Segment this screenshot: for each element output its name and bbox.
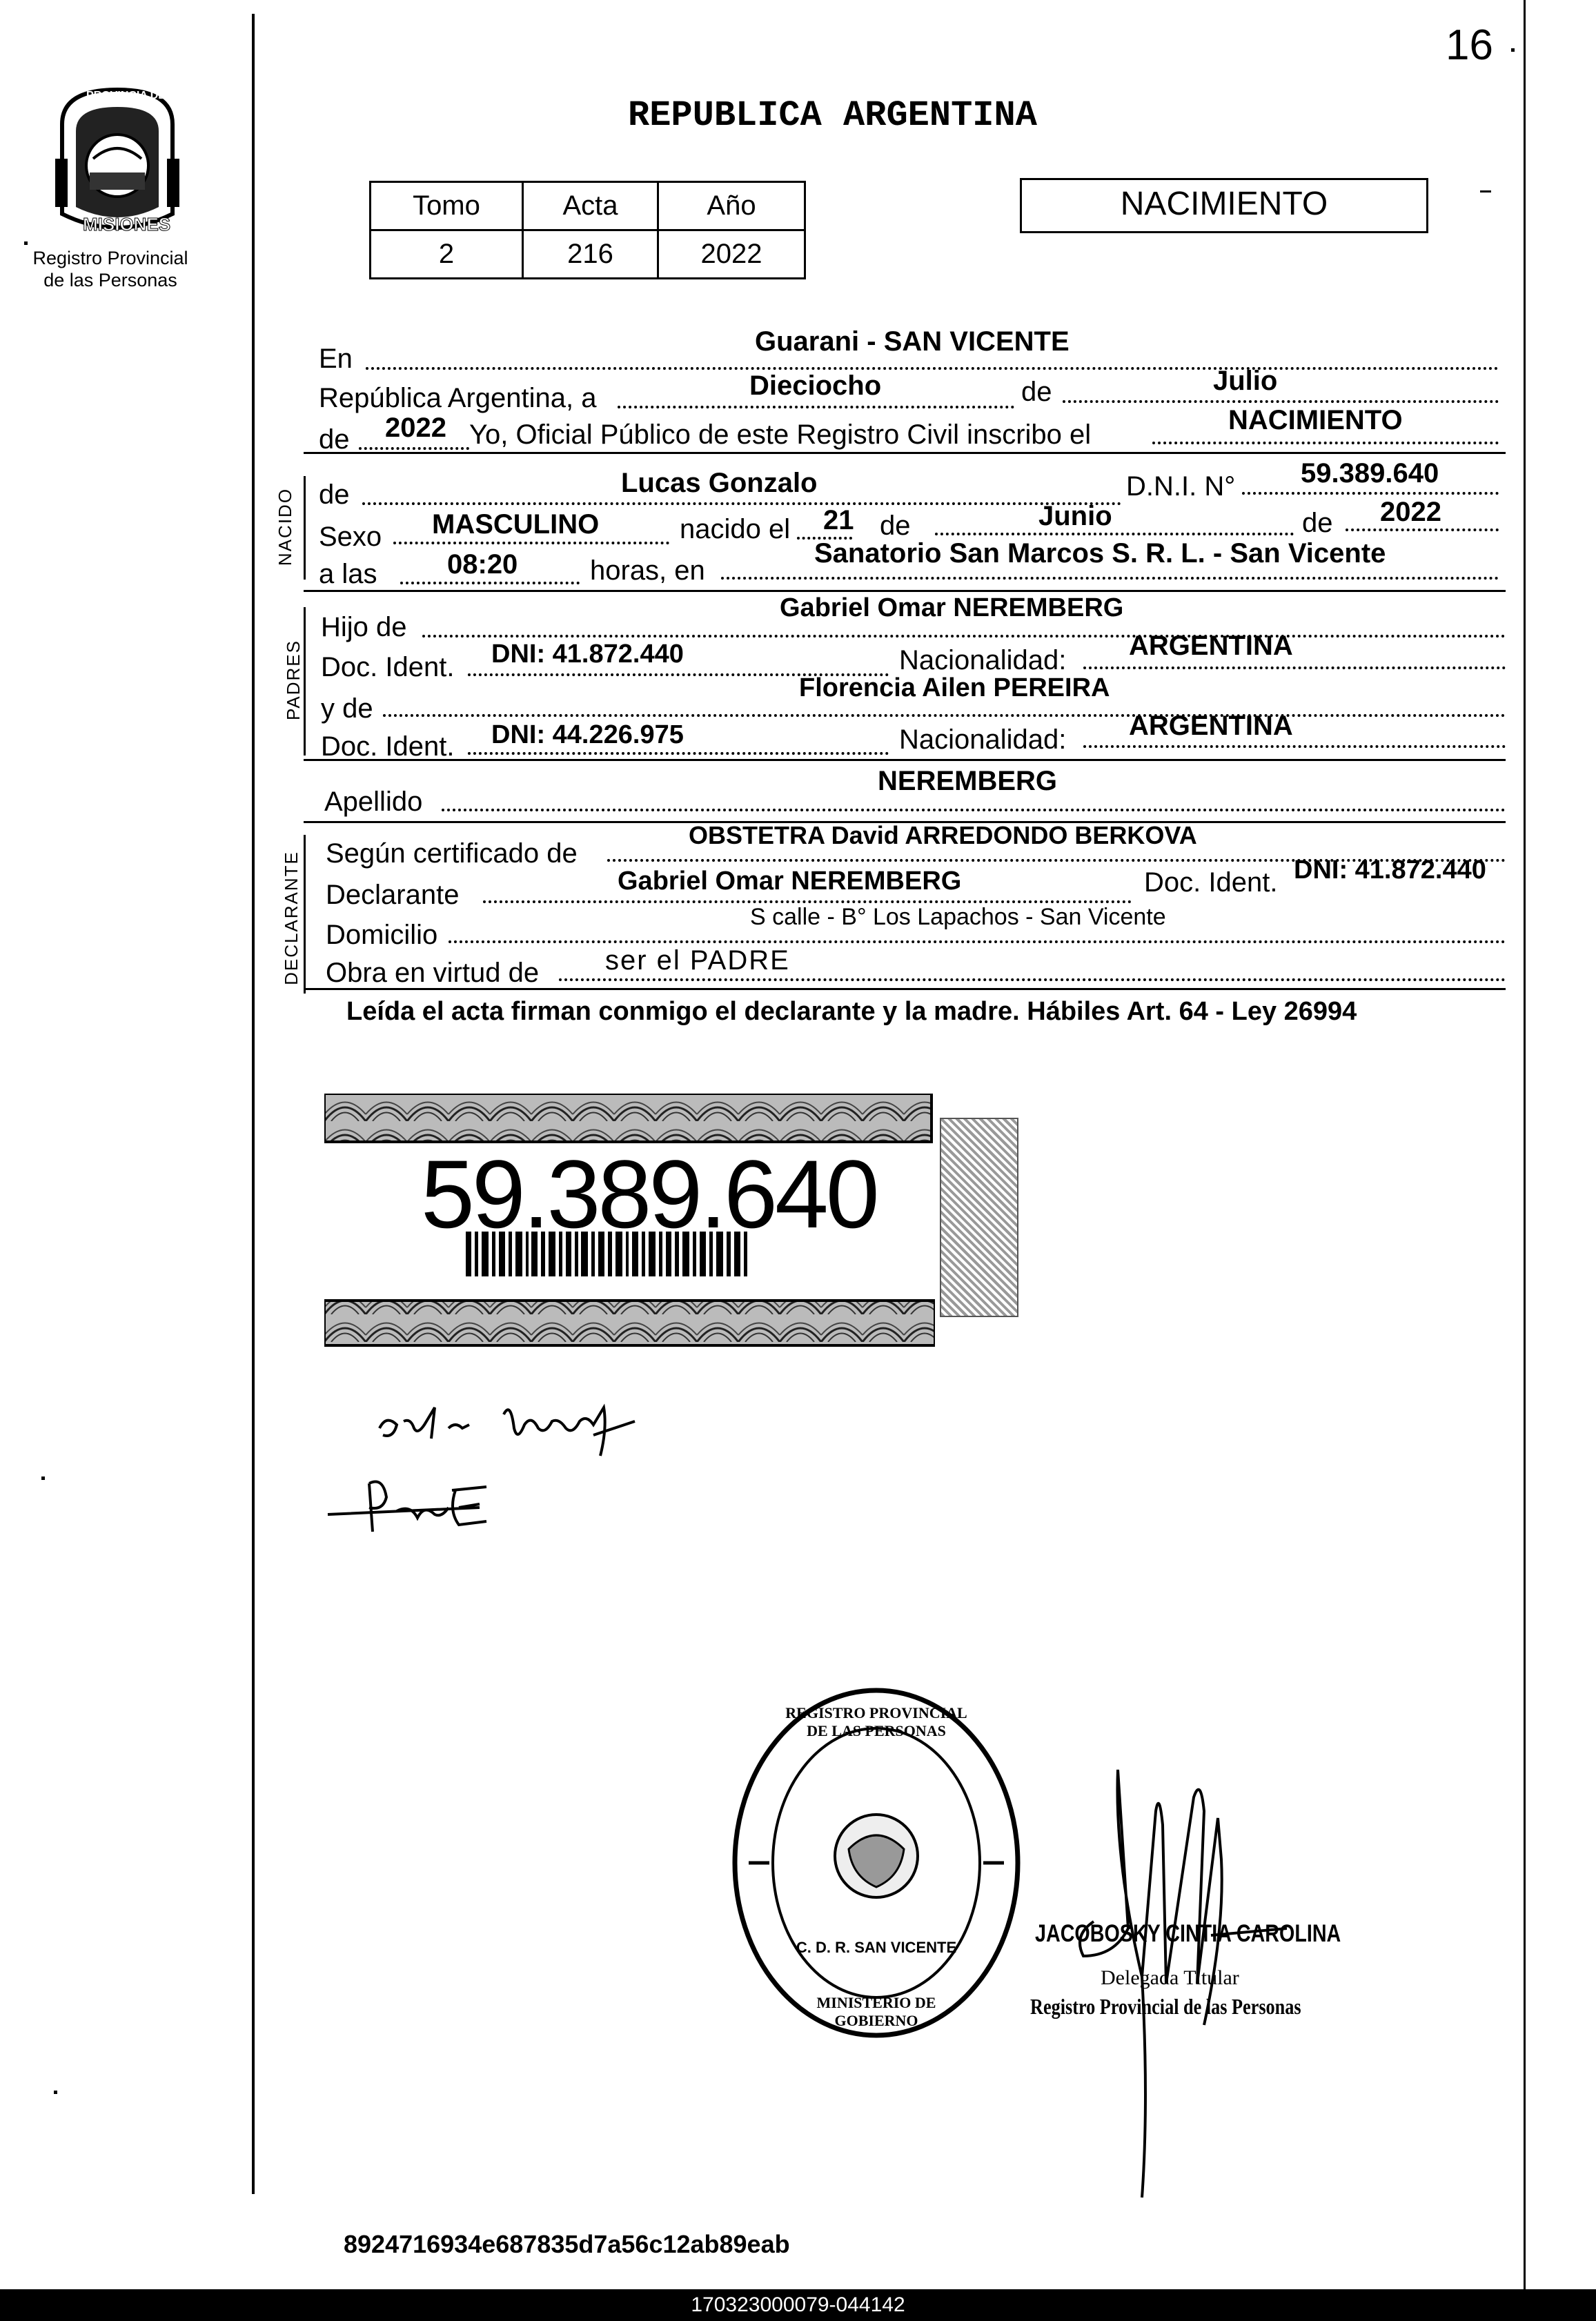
obra-label: Obra en virtud de bbox=[326, 958, 540, 988]
speck bbox=[24, 241, 28, 245]
page-number: 16 bbox=[1446, 21, 1493, 69]
left-margin-line bbox=[252, 14, 255, 2194]
nacido-label: NACIDO bbox=[275, 487, 296, 566]
official-seal bbox=[728, 1683, 1025, 2042]
hijo-label: Hijo de bbox=[321, 612, 407, 642]
mother-nat: ARGENTINA bbox=[1129, 711, 1293, 741]
official-name: JACOBOSKY CINTIA CAROLINA bbox=[1035, 1920, 1341, 1947]
nacido-de-label: de bbox=[319, 480, 350, 510]
speck bbox=[1511, 48, 1515, 52]
officer-text: Yo, Oficial Público de este Registro Civil inscribo el bbox=[469, 419, 1092, 450]
place-dots bbox=[721, 577, 1499, 580]
footer-id: 170323000079-044142 bbox=[691, 2293, 905, 2316]
dash-mark bbox=[1480, 190, 1491, 192]
nacido-el-label: nacido el bbox=[680, 514, 791, 544]
apellido-dots bbox=[442, 809, 1506, 811]
place-value: Guarani - SAN VICENTE bbox=[755, 326, 1070, 357]
logo-text-bottom: MISIONES bbox=[83, 214, 171, 235]
dni-label: D.N.I. N° bbox=[1126, 471, 1236, 502]
cert-value: OBSTETRA David ARREDONDO BERKOVA bbox=[689, 821, 1197, 849]
table-header-tomo: Tomo bbox=[371, 182, 523, 230]
record-table bbox=[369, 181, 806, 279]
speck bbox=[41, 1476, 45, 1480]
day-value: Dieciocho bbox=[749, 371, 882, 401]
seal-ring-top: REGISTRO PROVINCIAL DE LAS PERSONAS bbox=[785, 1704, 967, 1739]
republic-label: República Argentina, a bbox=[319, 383, 597, 413]
birth-day: 21 bbox=[823, 505, 854, 535]
footer-bar bbox=[0, 2289, 1596, 2321]
decl-doc-label: Doc. Ident. bbox=[1144, 867, 1278, 898]
domicilio-label: Domicilio bbox=[326, 920, 438, 950]
father-nat-label: Nacionalidad: bbox=[899, 645, 1067, 675]
sticker-dni-number: 59.389.640 bbox=[421, 1140, 877, 1248]
birth-month: Junio bbox=[1038, 501, 1112, 531]
closing-text: Leída el acta firman conmigo el declarante y la madre. Hábiles Art. 64 - Ley 26994 bbox=[346, 997, 1357, 1026]
birth-month-dots bbox=[935, 533, 1294, 535]
rule-3 bbox=[304, 759, 1506, 761]
de-label-1: de bbox=[1021, 377, 1052, 407]
decl-label: Declarante bbox=[326, 880, 460, 910]
table-value-tomo: 2 bbox=[371, 230, 523, 279]
dni-sticker bbox=[324, 1094, 935, 1349]
document-hash: 8924716934e687835d7a56c12ab89eab bbox=[344, 2230, 790, 2258]
mother-doc: DNI: 44.226.975 bbox=[491, 720, 684, 749]
birth-time: 08:20 bbox=[447, 549, 518, 580]
seal-inner-text: C. D. R. SAN VICENTE bbox=[796, 1939, 957, 1956]
obra-value: ser el PADRE bbox=[605, 945, 790, 976]
logo-caption bbox=[21, 247, 200, 291]
apellido-label: Apellido bbox=[324, 787, 423, 817]
time-dots bbox=[400, 582, 580, 584]
mother-nat-dots bbox=[1083, 745, 1506, 748]
year-dots bbox=[359, 447, 469, 450]
table-value-ano: 2022 bbox=[658, 230, 805, 279]
table-header-ano: Año bbox=[658, 182, 805, 230]
mother-nat-label: Nacionalidad: bbox=[899, 724, 1067, 755]
cert-label: Según certificado de bbox=[326, 838, 578, 869]
logo-caption-line2: de las Personas bbox=[43, 270, 177, 290]
en-label: En bbox=[319, 344, 353, 374]
en-dots bbox=[366, 367, 1499, 370]
de-label-2: de bbox=[319, 424, 350, 455]
father-name: Gabriel Omar NEREMBERG bbox=[780, 593, 1124, 622]
year-value: 2022 bbox=[385, 413, 446, 443]
nacido-bracket bbox=[304, 476, 306, 580]
event-dots bbox=[1152, 442, 1499, 444]
mother-doc-dots bbox=[468, 752, 889, 755]
sexo-value: MASCULINO bbox=[432, 509, 600, 540]
decl-doc: DNI: 41.872.440 bbox=[1294, 856, 1486, 885]
rule-5 bbox=[304, 988, 1506, 990]
father-doc-label: Doc. Ident. bbox=[321, 652, 455, 682]
rule-1 bbox=[304, 452, 1506, 454]
y-de-label: y de bbox=[321, 693, 373, 724]
birth-year-dots bbox=[1346, 529, 1499, 531]
father-dots bbox=[422, 635, 1506, 638]
month-dots bbox=[1063, 400, 1499, 403]
mother-signature bbox=[321, 1470, 500, 1545]
month-value: Julio bbox=[1213, 366, 1278, 396]
birth-place: Sanatorio San Marcos S. R. L. - San Vicente bbox=[814, 538, 1386, 569]
mother-name: Florencia Ailen PEREIRA bbox=[799, 673, 1110, 702]
record-type-box bbox=[1020, 178, 1428, 233]
province-logo bbox=[48, 76, 186, 241]
decl-dots bbox=[483, 900, 1132, 903]
page-title: REPUBLICA ARGENTINA bbox=[628, 95, 1037, 136]
declarante-bracket bbox=[304, 835, 306, 994]
domicilio-dots bbox=[449, 940, 1506, 943]
birth-year: 2022 bbox=[1380, 497, 1441, 527]
sexo-label: Sexo bbox=[319, 522, 382, 552]
official-office: Registro Provincial de las Personas bbox=[1030, 1994, 1301, 2019]
logo-caption-line1: Registro Provincial bbox=[32, 248, 188, 268]
declarant-signature bbox=[366, 1387, 656, 1463]
padres-label: PADRES bbox=[283, 640, 304, 720]
decl-name: Gabriel Omar NEREMBERG bbox=[618, 867, 962, 896]
sexo-dots bbox=[393, 542, 669, 544]
de-label-4: de bbox=[1302, 508, 1333, 538]
mother-doc-label: Doc. Ident. bbox=[321, 731, 455, 762]
right-margin-line bbox=[1524, 0, 1526, 2304]
record-type: NACIMIENTO bbox=[1120, 186, 1328, 222]
rule-2 bbox=[304, 590, 1506, 592]
official-role: Delegada Titular bbox=[1101, 1966, 1239, 1989]
declarante-label: DECLARANTE bbox=[280, 851, 302, 985]
logo-text-top: PROVINCIA DE bbox=[86, 90, 166, 101]
child-dni: 59.389.640 bbox=[1301, 458, 1439, 488]
seal-ring-bottom: MINISTERIO DE GOBIERNO bbox=[816, 1994, 936, 2029]
apellido-value: NEREMBERG bbox=[878, 766, 1058, 796]
table-value-acta: 216 bbox=[522, 230, 658, 279]
name-dots bbox=[362, 502, 1121, 505]
a-las-label: a las bbox=[319, 559, 377, 589]
republic-dots bbox=[618, 406, 1014, 408]
de-label-3: de bbox=[880, 511, 911, 541]
domicilio-value: S calle - B° Los Lapachos - San Vicente bbox=[750, 904, 1166, 930]
father-nat: ARGENTINA bbox=[1129, 631, 1293, 661]
father-doc: DNI: 41.872.440 bbox=[491, 640, 684, 669]
obra-dots bbox=[559, 978, 1506, 981]
father-nat-dots bbox=[1083, 666, 1506, 669]
table-header-acta: Acta bbox=[522, 182, 658, 230]
speck bbox=[54, 2091, 57, 2094]
horas-label: horas, en bbox=[590, 555, 705, 586]
dni-dots bbox=[1242, 492, 1499, 495]
event-value: NACIMIENTO bbox=[1228, 405, 1403, 435]
child-name: Lucas Gonzalo bbox=[621, 468, 818, 498]
mother-dots bbox=[383, 714, 1506, 717]
hologram bbox=[940, 1118, 1018, 1317]
